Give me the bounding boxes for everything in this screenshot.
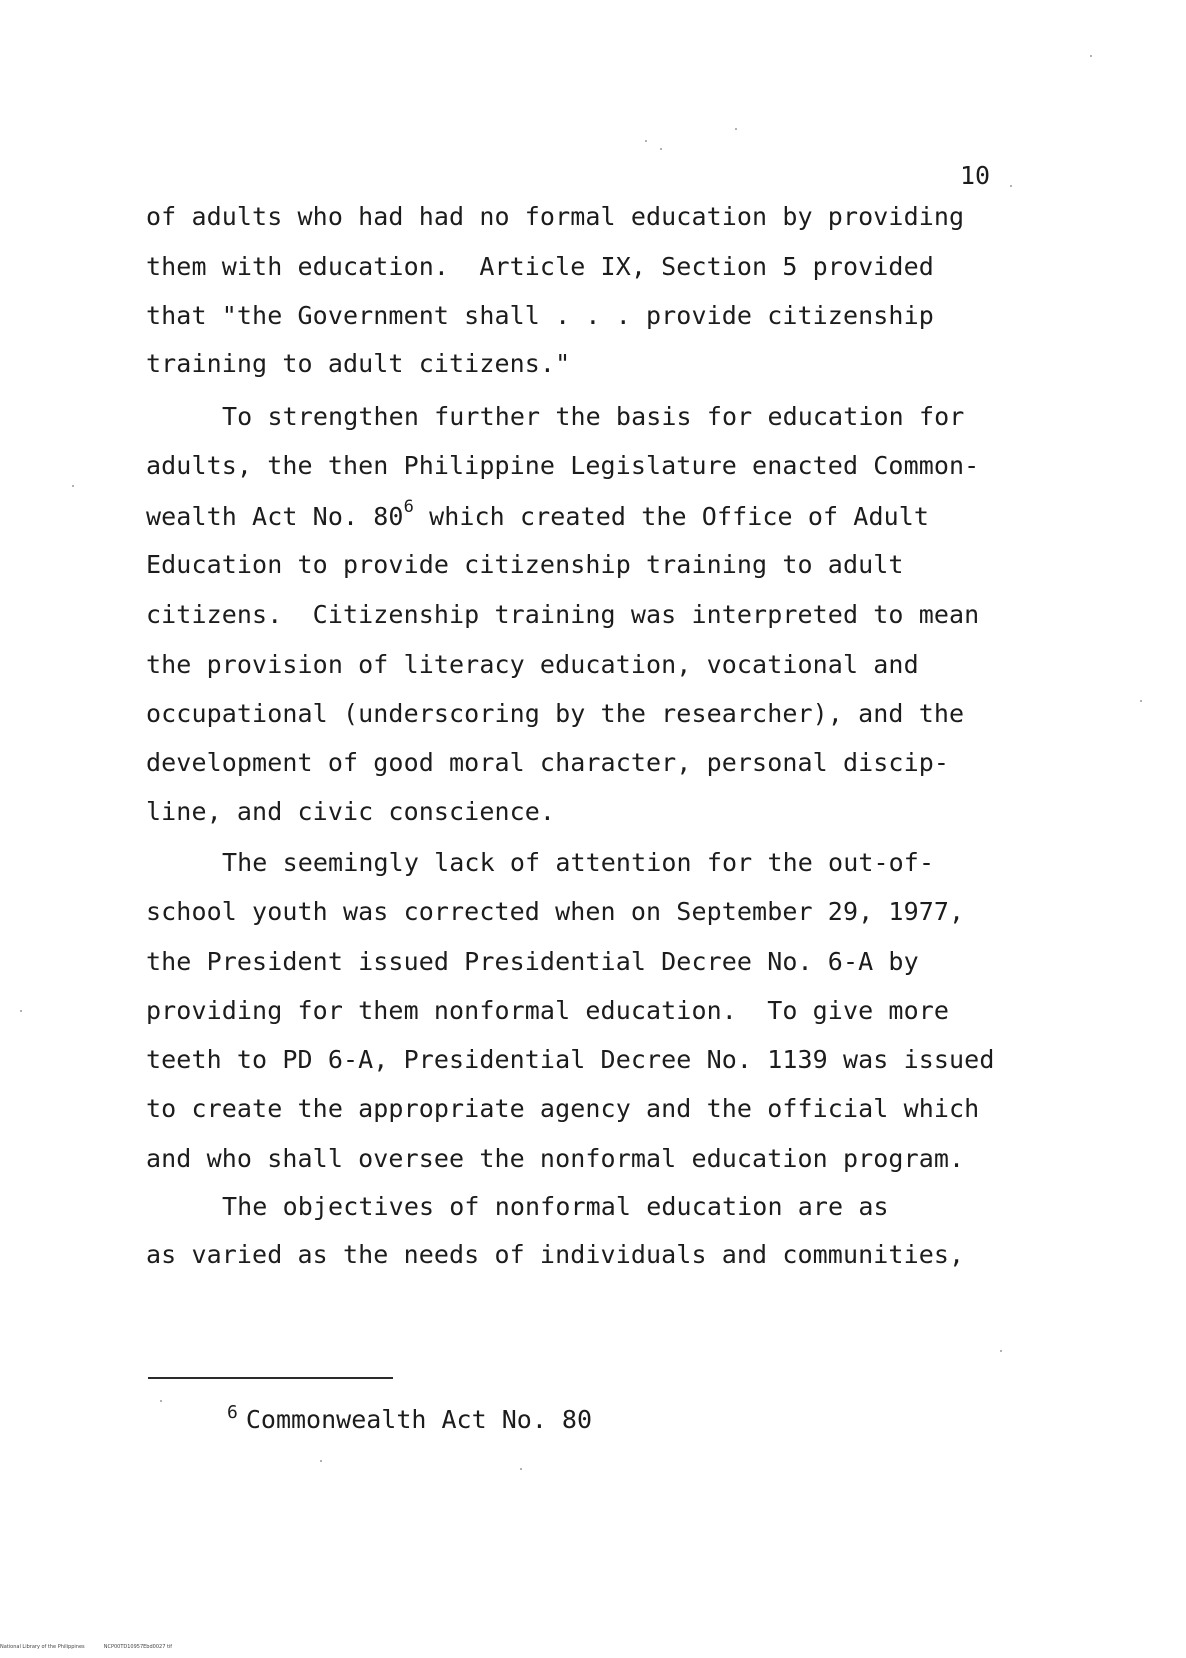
text-line: [146, 1142, 1026, 1176]
scan-speck: [1090, 55, 1092, 57]
text-line: [146, 746, 1026, 780]
text-line: [146, 449, 1026, 483]
scan-speck: [20, 1010, 22, 1012]
text-line: [146, 548, 1026, 582]
line-text: line, and civic conscience.: [146, 797, 556, 826]
footnote-text: Commonwealth Act No. 80: [245, 1405, 593, 1434]
line-text: adults, the then Philippine Legislature enacted Common-: [146, 451, 980, 480]
line-text: of adults who had had no formal education by providing: [146, 202, 965, 231]
scan-speck: [1010, 185, 1012, 187]
text-line: [146, 200, 1026, 234]
scan-speck: [160, 1400, 162, 1402]
scan-speck: [735, 128, 737, 130]
line-text: The objectives of nonformal education are as: [222, 1192, 889, 1221]
text-line: [146, 598, 1026, 632]
line-text: the President issued Presidential Decree No. 6-A by: [146, 947, 919, 976]
text-line: [146, 648, 1026, 682]
scan-speck: [1000, 1350, 1002, 1352]
text-line: [146, 250, 1026, 284]
text-line: [146, 347, 1026, 381]
archive-strip: [0, 1644, 172, 1650]
footnote-divider: [148, 1377, 393, 1379]
line-text: citizens. Citizenship training was interpreted to mean: [146, 600, 980, 629]
text-line: [222, 846, 1102, 880]
scan-speck: [660, 148, 662, 150]
footnote: [227, 1403, 592, 1440]
text-line: [146, 697, 1026, 731]
line-text: training to adult citizens.": [146, 349, 571, 378]
scan-speck: [1140, 700, 1142, 702]
line-text: occupational (underscoring by the researcher), and the: [146, 699, 965, 728]
text-line: [222, 400, 1102, 434]
text-line: [146, 496, 1026, 534]
text-line: [146, 1043, 1026, 1077]
line-text: development of good moral character, personal discip-: [146, 748, 950, 777]
archive-code: NCP00TD10957Ebd0027 tif: [103, 1644, 173, 1650]
line-text: The seemingly lack of attention for the out-of-: [222, 848, 935, 877]
line-text: wealth Act No. 80: [146, 502, 404, 531]
page-number: 10: [960, 161, 991, 190]
text-line: [146, 895, 1026, 929]
line-text: as varied as the needs of individuals and communities,: [146, 1240, 965, 1269]
text-line: [146, 1092, 1026, 1126]
text-line: [146, 299, 1026, 333]
scan-speck: [72, 485, 74, 487]
text-line: [146, 1238, 1026, 1272]
scan-speck: [645, 140, 647, 142]
footnote-mark: 6: [227, 1402, 238, 1423]
text-line: [146, 994, 1026, 1028]
archive-library: National Library of the Philippines: [0, 1644, 85, 1650]
line-text: and who shall oversee the nonformal education program.: [146, 1144, 965, 1173]
line-text: them with education. Article IX, Section 5 provided: [146, 252, 934, 281]
scan-speck: [520, 1468, 522, 1470]
text-line: [146, 795, 1026, 829]
text-line: [222, 1190, 1102, 1224]
line-text: to create the appropriate agency and the official which: [146, 1094, 980, 1123]
line-text: To strengthen further the basis for education for: [222, 402, 965, 431]
line-text: teeth to PD 6-A, Presidential Decree No. 1139 was issued: [146, 1045, 995, 1074]
line-text: the provision of literacy education, vocational and: [146, 650, 919, 679]
scan-speck: [320, 1460, 322, 1462]
footnote-reference: 6: [403, 496, 414, 517]
line-text: school youth was corrected when on September 29, 1977,: [146, 897, 965, 926]
line-text: that "the Government shall . . . provide citizenship: [146, 301, 934, 330]
line-text: providing for them nonformal education. To give more: [146, 996, 950, 1025]
line-text: Education to provide citizenship training to adult: [146, 550, 904, 579]
line-text-continued: which created the Office of Adult: [413, 502, 930, 531]
text-line: [146, 945, 1026, 979]
